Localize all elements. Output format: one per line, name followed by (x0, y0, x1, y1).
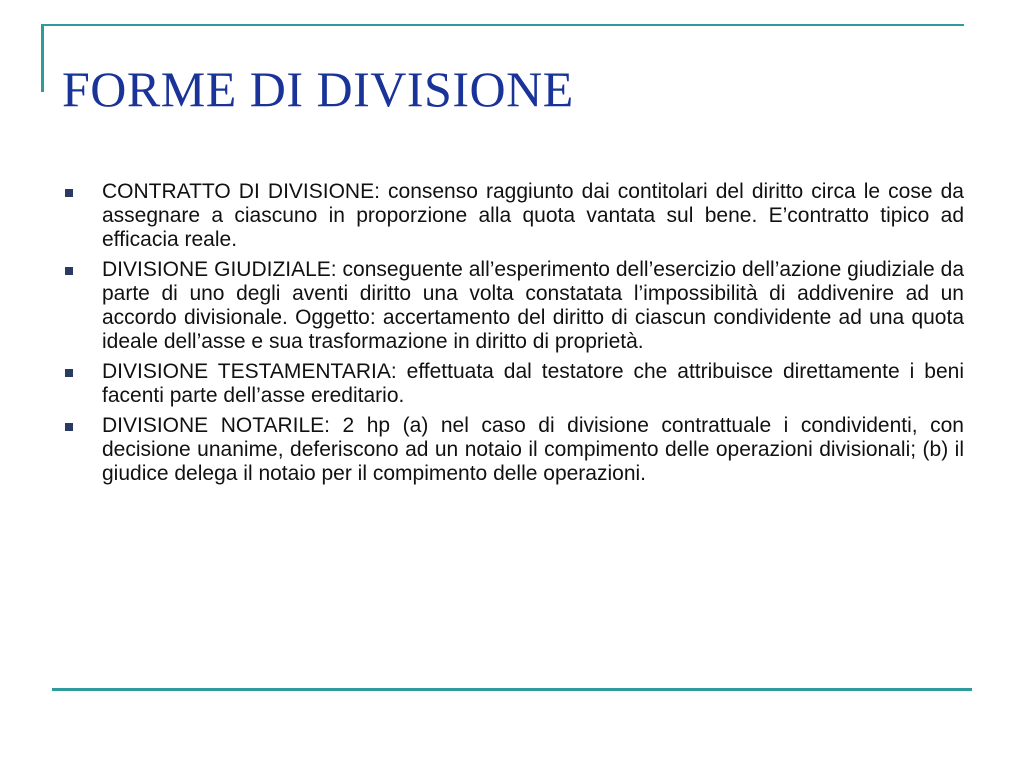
accent-line-bottom (52, 688, 972, 691)
bullet-list (62, 180, 964, 492)
accent-line-top (41, 24, 964, 26)
square-bullet-icon (65, 189, 73, 197)
bullet-text: DIVISIONE NOTARILE: 2 hp (a) nel caso di divisione contrattuale i condividenti, con decisione unanime, deferiscono ad un notaio il compimento delle operazioni divisionali; (b) il giudice delega il notaio per il compimento delle operazioni. (102, 414, 964, 485)
square-bullet-icon (65, 369, 73, 377)
bullet-text: DIVISIONE GIUDIZIALE: conseguente all’esperimento dell’esercizio dell’azione giudiziale da parte di uno degli aventi diritto una volta constatata l’impossibilità di addivenire ad un accordo divisionale. Oggetto: accertamento del diritto di ciascun condividente ad una quota ideale dell’asse e sua trasformazione in diritto di proprietà. (102, 258, 964, 353)
list-item (62, 258, 964, 354)
square-bullet-icon (65, 267, 73, 275)
list-item (62, 180, 964, 252)
square-bullet-icon (65, 423, 73, 431)
accent-line-vertical (41, 24, 44, 92)
slide-title: FORME DI DIVISIONE (62, 61, 574, 117)
list-item (62, 360, 964, 408)
list-item (62, 414, 964, 486)
bullet-text: DIVISIONE TESTAMENTARIA: effettuata dal testatore che attribuisce direttamente i beni facenti parte dell’asse ereditario. (102, 360, 964, 407)
bullet-text: CONTRATTO DI DIVISIONE: consenso raggiunto dai contitolari del diritto circa le cose da assegnare a ciascuno in proporzione alla quota vantata sul bene. E’contratto tipico ad efficacia reale. (102, 180, 964, 251)
